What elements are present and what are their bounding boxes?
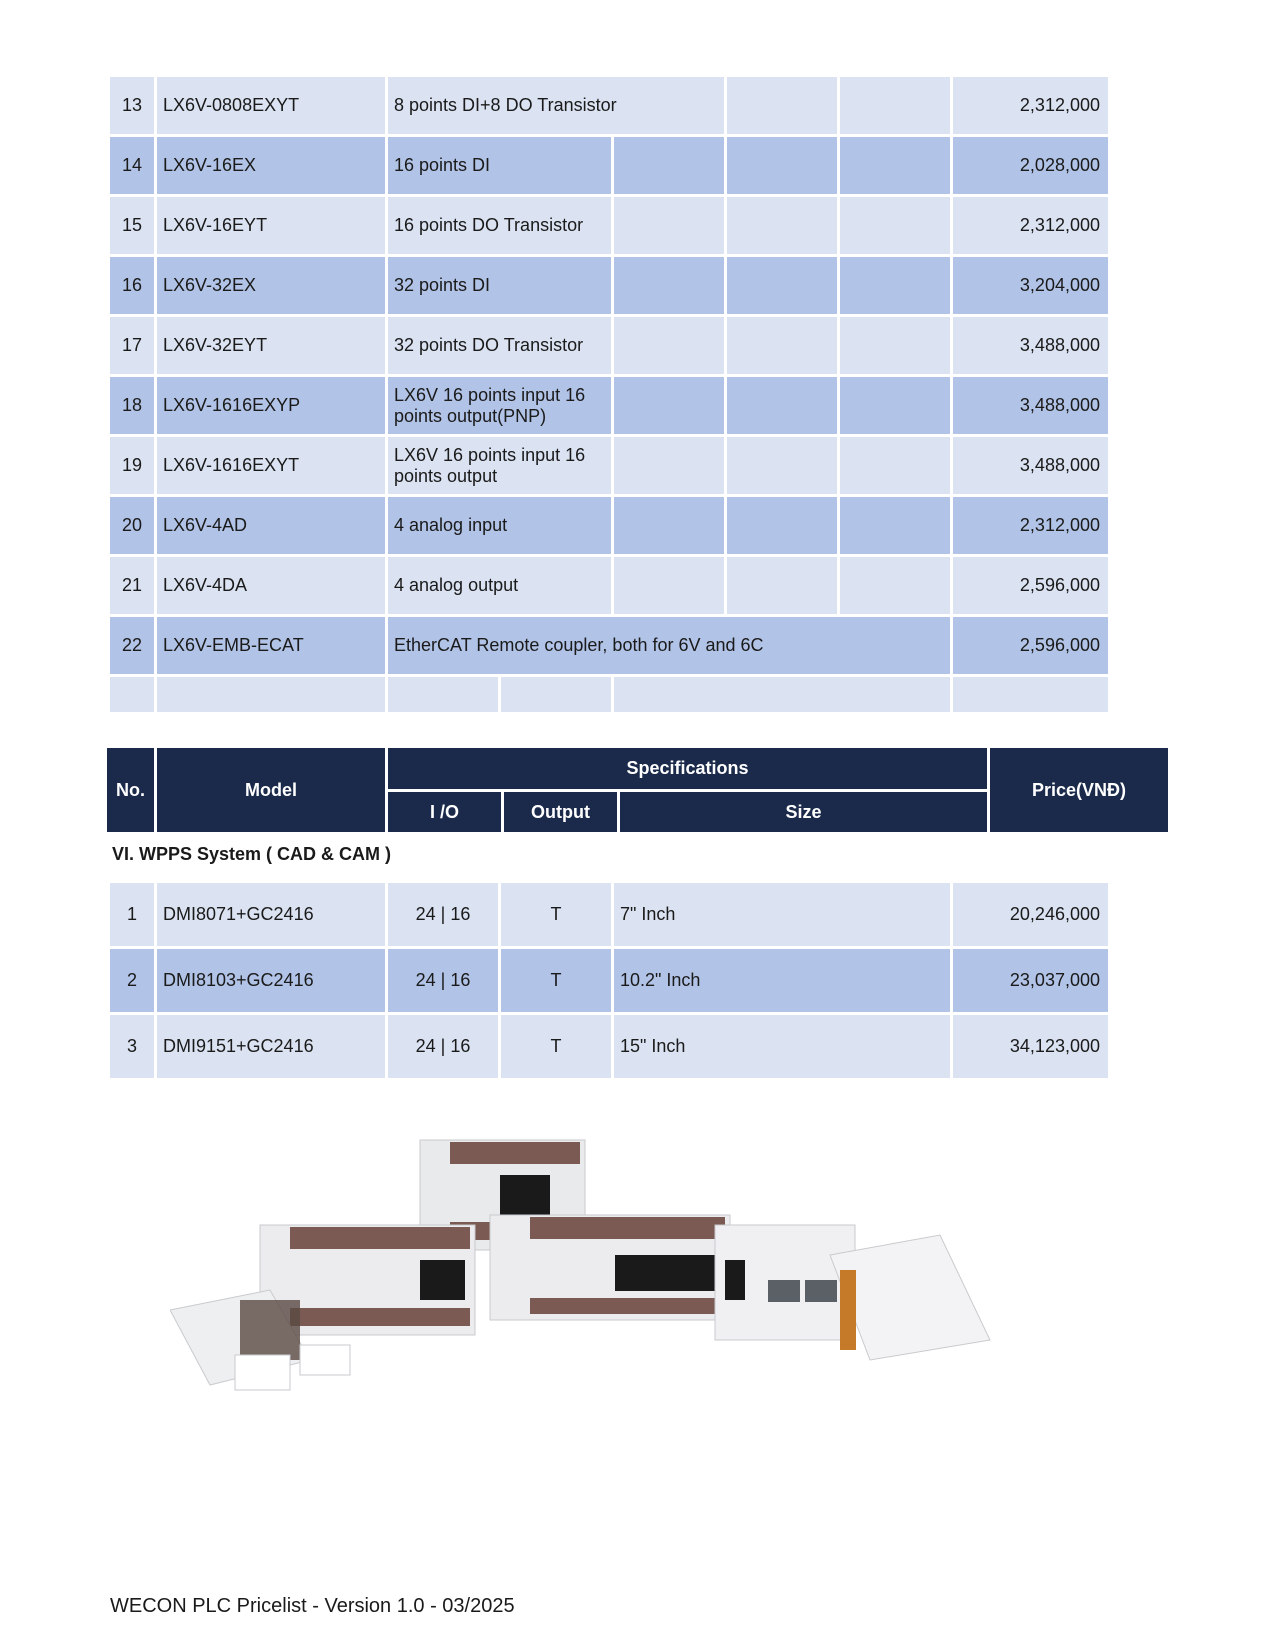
row-price: 20,246,000 — [953, 883, 1108, 946]
table-row — [110, 617, 1108, 674]
table-header — [107, 748, 1168, 832]
row-no: 14 — [110, 137, 154, 194]
empty-cell — [110, 677, 154, 712]
empty-cell — [727, 197, 837, 254]
table-row — [110, 1015, 1108, 1078]
row-no: 1 — [110, 883, 154, 946]
row-no: 18 — [110, 377, 154, 434]
header-output: Output — [504, 792, 617, 832]
row-price: 2,312,000 — [953, 497, 1108, 554]
row-spec: EtherCAT Remote coupler, both for 6V and 6C — [388, 617, 950, 674]
row-price: 2,596,000 — [953, 617, 1108, 674]
row-no: 17 — [110, 317, 154, 374]
table-row — [110, 77, 1108, 134]
empty-cell — [840, 317, 950, 374]
empty-cell — [614, 557, 724, 614]
row-spec: 8 points DI+8 DO Transistor — [388, 77, 724, 134]
empty-cell — [727, 257, 837, 314]
row-model: LX6V-16EX — [157, 137, 385, 194]
row-output: T — [501, 883, 611, 946]
row-output: T — [501, 949, 611, 1012]
empty-cell — [614, 137, 724, 194]
header-price: Price(VNĐ) — [990, 748, 1168, 832]
row-spec: 16 points DO Transistor — [388, 197, 611, 254]
empty-cell — [614, 377, 724, 434]
empty-cell — [614, 497, 724, 554]
empty-cell — [614, 677, 950, 712]
expansion-module-table — [107, 74, 1111, 715]
table-row — [110, 197, 1108, 254]
row-price: 3,488,000 — [953, 317, 1108, 374]
table-row — [110, 437, 1108, 494]
row-spec: 4 analog output — [388, 557, 611, 614]
row-no: 3 — [110, 1015, 154, 1078]
row-spec: 4 analog input — [388, 497, 611, 554]
empty-cell — [953, 677, 1108, 712]
row-price: 2,312,000 — [953, 197, 1108, 254]
header-no: No. — [107, 748, 154, 832]
coupler-unit — [715, 1225, 855, 1340]
empty-cell — [840, 197, 950, 254]
plc-unit-center — [490, 1215, 730, 1320]
table-row — [110, 317, 1108, 374]
row-io: 24 | 16 — [388, 883, 498, 946]
empty-cell — [727, 137, 837, 194]
row-no: 19 — [110, 437, 154, 494]
row-model: DMI8103+GC2416 — [157, 949, 385, 1012]
row-model: DMI9151+GC2416 — [157, 1015, 385, 1078]
row-output: T — [501, 1015, 611, 1078]
row-spec: 32 points DI — [388, 257, 611, 314]
blank-row — [110, 677, 1108, 712]
footer-text: WECON PLC Pricelist - Version 1.0 - 03/2025 — [110, 1595, 515, 1617]
plc-product-photo — [170, 1130, 1050, 1470]
row-price: 2,312,000 — [953, 77, 1108, 134]
empty-cell — [157, 677, 385, 712]
row-model: DMI8071+GC2416 — [157, 883, 385, 946]
empty-cell — [614, 257, 724, 314]
row-no: 16 — [110, 257, 154, 314]
row-no: 21 — [110, 557, 154, 614]
empty-cell — [840, 437, 950, 494]
empty-cell — [840, 77, 950, 134]
row-model: LX6V-1616EXYT — [157, 437, 385, 494]
row-model: LX6V-32EX — [157, 257, 385, 314]
empty-cell — [840, 137, 950, 194]
row-price: 3,204,000 — [953, 257, 1108, 314]
empty-cell — [727, 377, 837, 434]
table-row — [110, 949, 1108, 1012]
expansion-module-unit — [830, 1235, 990, 1360]
table-row — [110, 137, 1108, 194]
row-no: 20 — [110, 497, 154, 554]
table-row — [110, 557, 1108, 614]
empty-cell — [614, 437, 724, 494]
row-price: 2,596,000 — [953, 557, 1108, 614]
row-model: LX6V-EMB-ECAT — [157, 617, 385, 674]
row-io: 24 | 16 — [388, 1015, 498, 1078]
empty-cell — [501, 677, 611, 712]
header-model: Model — [157, 748, 385, 832]
row-size: 7" Inch — [614, 883, 950, 946]
row-spec: 16 points DI — [388, 137, 611, 194]
row-model: LX6V-1616EXYP — [157, 377, 385, 434]
row-price: 3,488,000 — [953, 437, 1108, 494]
table-row — [110, 377, 1108, 434]
row-io: 24 | 16 — [388, 949, 498, 1012]
row-price: 34,123,000 — [953, 1015, 1108, 1078]
empty-cell — [727, 317, 837, 374]
row-price: 2,028,000 — [953, 137, 1108, 194]
row-no: 13 — [110, 77, 154, 134]
table-row — [110, 497, 1108, 554]
empty-cell — [614, 317, 724, 374]
row-price: 23,037,000 — [953, 949, 1108, 1012]
empty-cell — [614, 197, 724, 254]
row-size: 15" Inch — [614, 1015, 950, 1078]
header-io: I /O — [388, 792, 501, 832]
empty-cell — [840, 497, 950, 554]
row-no: 15 — [110, 197, 154, 254]
header-size: Size — [620, 792, 987, 832]
row-spec: 32 points DO Transistor — [388, 317, 611, 374]
row-no: 2 — [110, 949, 154, 1012]
row-model: LX6V-32EYT — [157, 317, 385, 374]
header-specifications: Specifications — [388, 748, 987, 789]
section-title: VI. WPPS System ( CAD & CAM ) — [112, 844, 392, 864]
row-no: 22 — [110, 617, 154, 674]
row-model: LX6V-4AD — [157, 497, 385, 554]
wpps-table — [107, 880, 1111, 1081]
row-size: 10.2" Inch — [614, 949, 950, 1012]
row-price: 3,488,000 — [953, 377, 1108, 434]
table-row — [110, 883, 1108, 946]
empty-cell — [840, 257, 950, 314]
row-model: LX6V-0808EXYT — [157, 77, 385, 134]
row-spec: LX6V 16 points input 16 points output(PNP) — [388, 377, 611, 434]
empty-cell — [388, 677, 498, 712]
row-model: LX6V-4DA — [157, 557, 385, 614]
empty-cell — [840, 557, 950, 614]
row-model: LX6V-16EYT — [157, 197, 385, 254]
empty-cell — [840, 377, 950, 434]
empty-cell — [727, 437, 837, 494]
row-spec: LX6V 16 points input 16 points output — [388, 437, 611, 494]
empty-cell — [727, 557, 837, 614]
empty-cell — [727, 497, 837, 554]
empty-cell — [727, 77, 837, 134]
table-row — [110, 257, 1108, 314]
